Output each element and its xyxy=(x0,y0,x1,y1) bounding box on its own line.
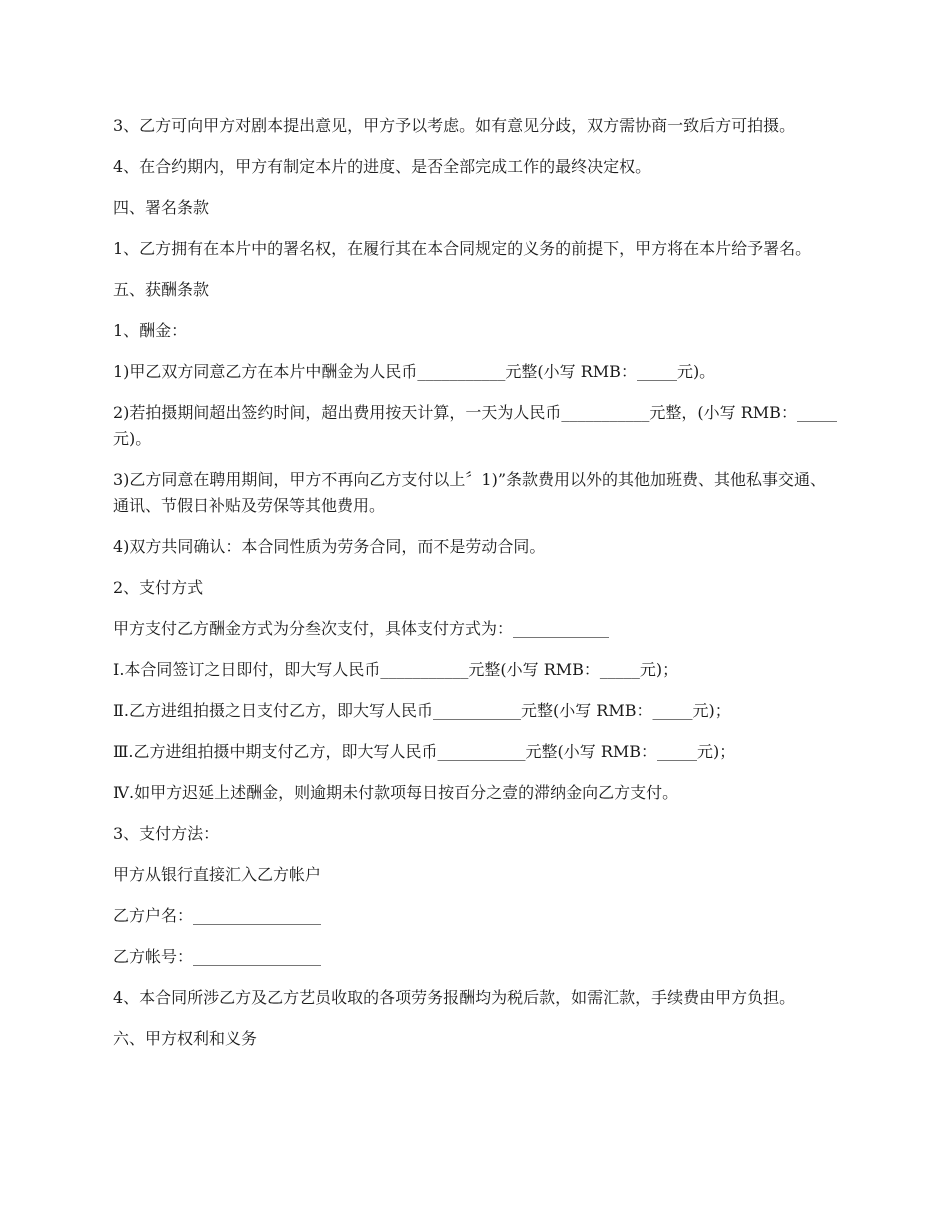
section-heading-remuneration: 五、获酬条款 xyxy=(113,280,210,299)
paragraph-after-tax: 4、本合同所涉乙方及乙方艺员收取的各项劳务报酬均为税后款，如需汇款，手续费由甲方负担。 xyxy=(113,988,796,1007)
subheading-payment-method: 2、支付方式 xyxy=(113,578,204,597)
field-account-name: 乙方户名：________________ xyxy=(113,906,322,925)
paragraph-bank-transfer: 甲方从银行直接汇入乙方帐户 xyxy=(113,865,322,884)
paragraph-late-penalty: Ⅳ.如甲方迟延上述酬金，则逾期未付款项每日按百分之壹的滞纳金向乙方支付。 xyxy=(113,783,679,802)
paragraph-contract-nature: 4)双方共同确认：本合同性质为劳务合同，而不是劳动合同。 xyxy=(113,537,546,556)
paragraph-fee-amount: 1)甲乙双方同意乙方在本片中酬金为人民币___________元整(小写 RMB：_____元)。 xyxy=(113,362,716,381)
field-account-number: 乙方帐号：________________ xyxy=(113,947,322,966)
subheading-payment-means: 3、支付方法： xyxy=(113,824,220,843)
section-heading-credit: 四、署名条款 xyxy=(113,198,210,217)
paragraph-overtime-fee: 2)若拍摄期间超出签约时间，超出费用按天计算，一天为人民币___________元整，(小写 RMB：_____元)。 xyxy=(113,403,837,448)
paragraph-clause-4-decision-right: 4、在合约期内，甲方有制定本片的进度、是否全部完成工作的最终决定权。 xyxy=(113,157,652,176)
subheading-fee: 1、酬金： xyxy=(113,321,188,340)
paragraph-installments: 甲方支付乙方酬金方式为分叁次支付，具体支付方式为：____________ xyxy=(113,619,610,638)
paragraph-installment-1: Ⅰ.本合同签订之日即付，即大写人民币___________元整(小写 RMB：_____元)； xyxy=(113,660,679,679)
section-heading-party-a-rights: 六、甲方权利和义务 xyxy=(113,1029,258,1048)
paragraph-installment-3: Ⅲ.乙方进组拍摄中期支付乙方，即大写人民币___________元整(小写 RMB：_____元)； xyxy=(113,742,736,761)
paragraph-credit-right: 1、乙方拥有在本片中的署名权，在履行其在本合同规定的义务的前提下，甲方将在本片给予署名。 xyxy=(113,239,812,258)
paragraph-clause-3-script-opinion: 3、乙方可向甲方对剧本提出意见，甲方予以考虑。如有意见分歧，双方需协商一致后方可拍摄。 xyxy=(113,116,796,135)
paragraph-installment-2: Ⅱ.乙方进组拍摄之日支付乙方，即大写人民币___________元整(小写 RMB：_____元)； xyxy=(113,701,731,720)
paragraph-no-extra-fees: 3)乙方同意在聘用期间，甲方不再向乙方支付以上〞1)”条款费用以外的其他加班费、其他私事交通、通讯、节假日补贴及劳保等其他费用。 xyxy=(113,470,827,515)
